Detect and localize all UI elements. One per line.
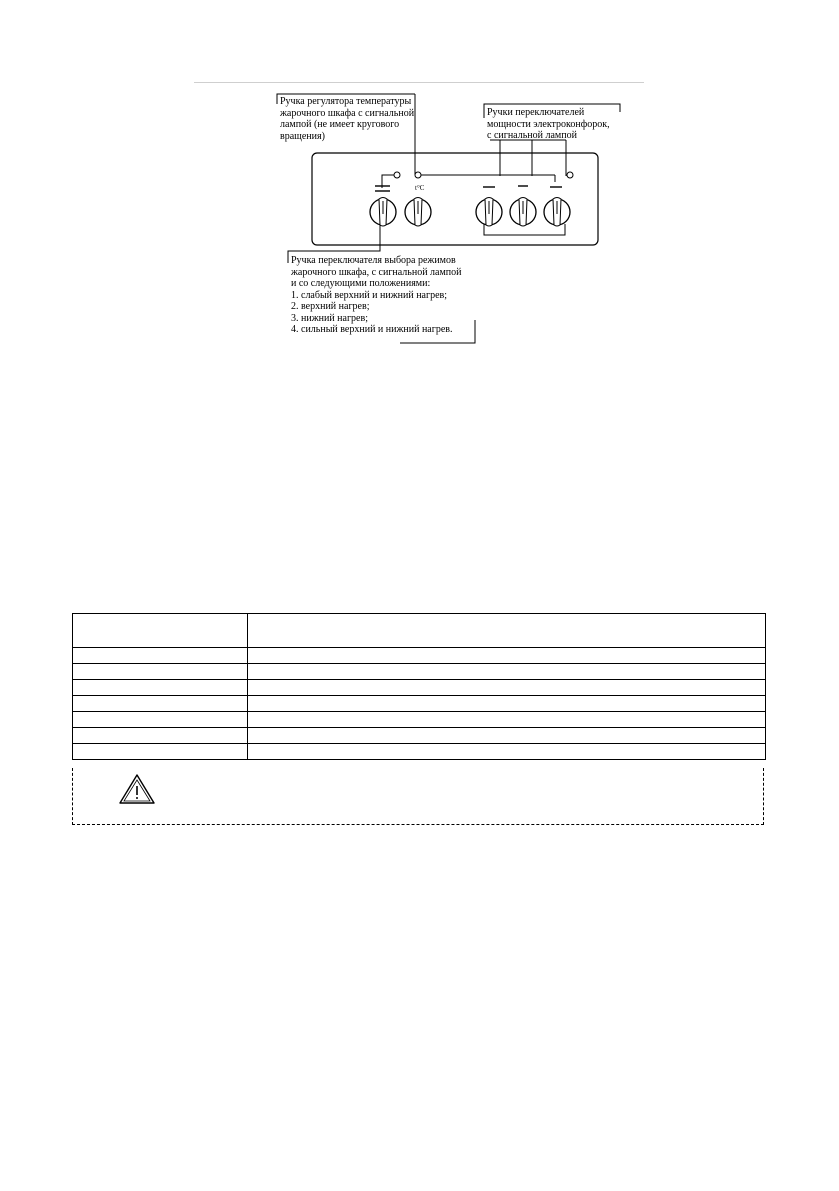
callout-line: жарочного шкафа с сигнальной — [280, 107, 415, 119]
callout-line: 3. нижний нагрев; — [291, 312, 368, 324]
callout-line: 2. верхний нагрев; — [291, 301, 370, 312]
table-row — [73, 728, 766, 744]
control-panel-diagram — [300, 140, 600, 250]
callout-line: лампой (не имеет кругового — [280, 119, 400, 130]
callout-line: Ручка переключателя выбора режимов — [291, 255, 456, 266]
table-row — [73, 680, 766, 696]
callout-line: и со следующими положениями: — [291, 278, 431, 289]
table-cell — [248, 664, 766, 680]
warning-box — [72, 768, 764, 825]
table-cell — [248, 712, 766, 728]
table-row — [73, 664, 766, 680]
table-cell — [248, 728, 766, 744]
table-header-row — [73, 614, 766, 648]
callout-line: 1. слабый верхний и нижний нагрев; — [291, 289, 448, 301]
table-row — [73, 648, 766, 664]
table-cell — [248, 648, 766, 664]
table-cell — [73, 696, 248, 712]
table-cell — [248, 680, 766, 696]
callout-line: Ручки переключателей — [487, 107, 585, 118]
table-cell — [73, 712, 248, 728]
table-row — [73, 696, 766, 712]
callout-line: 4. сильный верхний и нижний нагрев. — [291, 324, 453, 335]
table-cell — [73, 728, 248, 744]
table-row — [73, 712, 766, 728]
table-cell — [73, 744, 248, 760]
table-cell — [73, 614, 248, 648]
callout-line: мощности электроконфорок, — [487, 118, 610, 130]
callout-line: с сигнальной лампой — [487, 130, 577, 141]
table-cell — [248, 744, 766, 760]
temp-symbol-label: t°C — [415, 184, 425, 192]
table-row — [73, 744, 766, 760]
warning-triangle-icon — [118, 773, 156, 805]
modes-table — [72, 613, 766, 760]
table-cell — [248, 614, 766, 648]
callout-line: жарочного шкафа, с сигнальной лампой — [291, 266, 462, 278]
table-cell — [73, 648, 248, 664]
callout-line: вращения) — [280, 130, 325, 142]
table-cell — [248, 696, 766, 712]
callout-line: Ручка регулятора температуры — [280, 96, 412, 107]
table-cell — [73, 664, 248, 680]
table-cell — [73, 680, 248, 696]
